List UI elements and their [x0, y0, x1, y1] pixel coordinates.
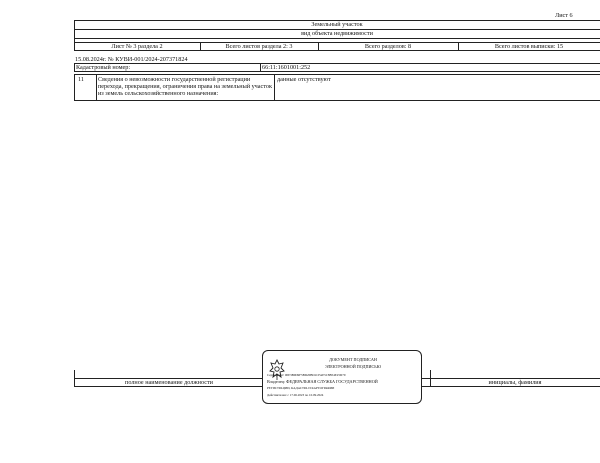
emblem-icon	[269, 359, 285, 381]
object-subtitle: вид объекта недвижимости	[301, 30, 373, 37]
row-description: Сведения о невозможности государственной регистрации перехода, прекращения, ограничения права на земельный участок из земель сельскохозяйственного назначения:	[98, 76, 273, 97]
name-caption: инициалы, фамилия	[488, 379, 542, 386]
sheet-section: Лист № 3 раздела 2	[111, 43, 163, 50]
stamp-title-2: ЭЛЕКТРОННОЙ ПОДПИСЬЮ	[324, 364, 382, 369]
stamp-title-1: ДОКУМЕНТ ПОДПИСАН	[329, 357, 377, 362]
cadastral-label: Кадастровый номер:	[76, 64, 131, 71]
row-value: данные отсутствуют	[277, 76, 331, 83]
cadastral-number: 66:11:1601001:252	[262, 64, 311, 71]
sheet-number: Лист 6	[555, 12, 573, 19]
total-sheets-section: Всего листов раздела 2: 3	[225, 43, 293, 50]
row-number: 11	[78, 76, 84, 83]
total-sheets-extract: Всего листов выписки: 15	[494, 43, 564, 50]
position-caption: полное наименование должности	[125, 379, 213, 386]
total-sections: Всего разделов: 8	[364, 43, 412, 50]
electronic-signature-stamp	[262, 350, 422, 404]
object-title: Земельный участок	[311, 21, 363, 28]
extract-date-number: 15.08.2024г. № КУВИ-001/2024-207371824	[75, 56, 188, 63]
stamp-owner-1: Владелец: ФЕДЕРАЛЬНАЯ СЛУЖБА ГОСУДАРСТВЕННОЙ	[267, 379, 378, 384]
stamp-validity: Действителен: с 17.06.2023 по 10.09.2024	[267, 393, 324, 397]
stamp-certificate: Сертификат: 00E3B0D9F5BD20BD1CFAE5C8B54E25D79	[267, 373, 346, 377]
stamp-owner-2: РЕГИСТРАЦИИ, КАДАСТРА И КАРТОГРАФИИ	[267, 386, 335, 390]
